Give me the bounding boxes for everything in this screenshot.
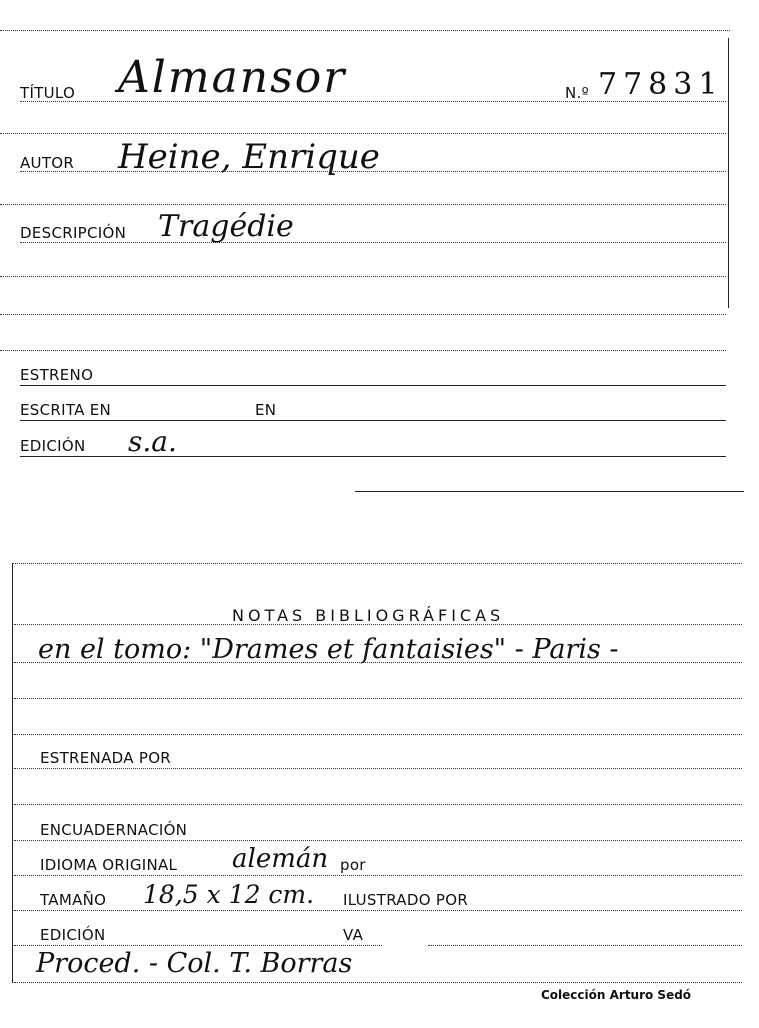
encuadernacion-label: ENCUADERNACIÓN <box>40 821 188 839</box>
edicion-top-line <box>20 456 726 457</box>
notas-line-2 <box>14 662 742 663</box>
edicion-top-extra-line <box>355 491 744 492</box>
right-border <box>728 38 729 308</box>
tamano-line <box>14 910 742 911</box>
encuadernacion-line <box>14 840 742 841</box>
left-border-bottom <box>12 563 13 983</box>
va-label: VA <box>343 926 364 944</box>
bottom-section-top <box>12 563 742 564</box>
edicion-top-value: s.a. <box>128 425 177 458</box>
titulo-value: Almansor <box>118 52 347 103</box>
tamano-label: TAMAÑO <box>40 891 107 909</box>
edicion-bottom-label: EDICIÓN <box>40 926 106 944</box>
escrita-en-label: ESCRITA EN <box>20 401 112 419</box>
proced-value: Proced. - Col. T. Borras <box>36 948 353 979</box>
estrenada-line <box>14 768 742 769</box>
blank-line-6 <box>14 804 742 805</box>
blank-line-1 <box>0 133 726 134</box>
edicion-top-label: EDICIÓN <box>20 437 86 455</box>
edicion-bottom-line-b <box>428 945 742 946</box>
top-border <box>0 30 730 31</box>
titulo-line <box>20 101 726 102</box>
descripcion-line <box>20 242 726 243</box>
notas-line-4 <box>14 734 742 735</box>
estrenada-label: ESTRENADA POR <box>40 749 172 767</box>
blank-line-4 <box>0 314 726 315</box>
idioma-line <box>14 875 742 876</box>
ilustrado-label: ILUSTRADO POR <box>343 891 469 909</box>
tamano-value: 18,5 x 12 cm. <box>143 880 315 909</box>
idioma-value: alemán <box>232 844 329 874</box>
notas-line-3 <box>14 698 742 699</box>
escrita-line <box>20 420 726 421</box>
en-label: EN <box>255 401 277 419</box>
descripcion-value: Tragédie <box>158 209 294 244</box>
estreno-label: ESTRENO <box>20 366 94 384</box>
por-label: por <box>340 856 366 874</box>
autor-label: AUTOR <box>20 154 75 172</box>
blank-line-2 <box>0 204 726 205</box>
numero-label: N.º <box>565 84 589 102</box>
blank-line-3 <box>0 276 726 277</box>
autor-value: Heine, Enrique <box>118 137 380 177</box>
notas-heading: NOTAS BIBLIOGRÁFICAS <box>232 606 505 625</box>
notas-line-1 <box>14 624 742 625</box>
idioma-label: IDIOMA ORIGINAL <box>40 856 178 874</box>
notas-value: en el tomo: "Drames et fantaisies" - Paris - <box>38 634 619 665</box>
blank-line-5 <box>0 350 726 351</box>
autor-line <box>20 171 726 172</box>
edicion-bottom-line-a <box>14 945 382 946</box>
titulo-label: TÍTULO <box>20 84 76 102</box>
proced-line <box>14 982 742 983</box>
numero-value: 77831 <box>598 67 724 102</box>
collection-credit: Colección Arturo Sedó <box>541 988 692 1002</box>
descripcion-label: DESCRIPCIÓN <box>20 224 127 242</box>
estreno-line <box>20 385 726 386</box>
